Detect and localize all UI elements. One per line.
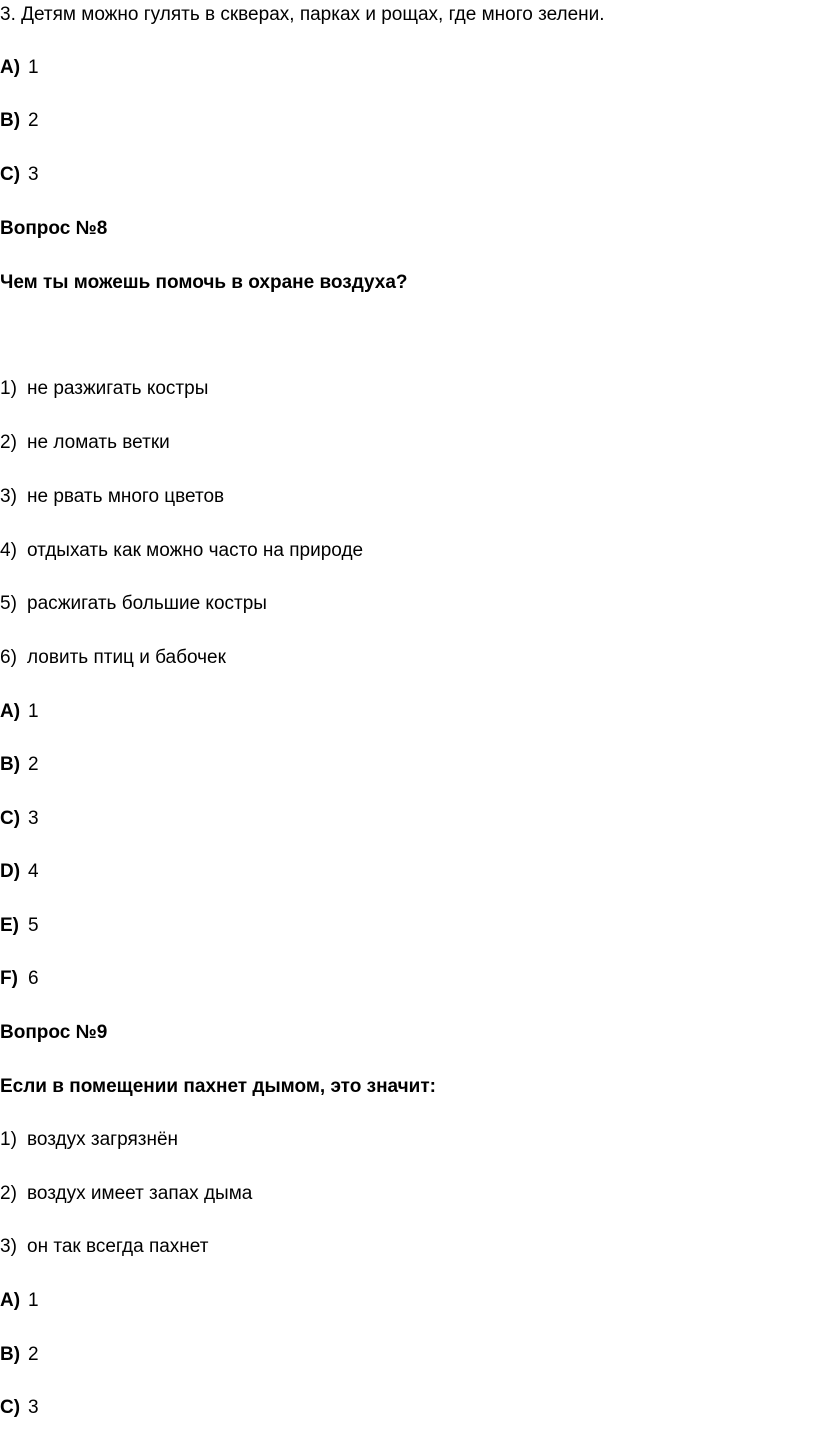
answer-letter: B) [0,1344,21,1365]
option-text: не ломать ветки [27,432,170,453]
answer-value: 1 [28,1290,39,1311]
option-number: 3) [0,486,17,507]
option-text: не разжигать костры [27,378,209,399]
q9-option-2 [0,1181,252,1207]
option-text: расжигать большие костры [27,593,267,614]
answer-letter: B) [0,754,21,775]
q7-answer-b[interactable] [0,108,39,134]
option-number: 2) [0,1183,17,1204]
q8-option-5 [0,591,267,617]
q8-option-2 [0,430,170,456]
option-text: воздух имеет запах дыма [27,1183,253,1204]
q8-answer-e[interactable] [0,913,39,939]
answer-letter: C) [0,808,21,829]
answer-value: 1 [28,57,39,78]
q8-answer-c[interactable] [0,806,39,832]
q8-option-4 [0,538,363,564]
answer-value: 6 [28,968,39,989]
q8-option-1 [0,376,208,402]
answer-value: 2 [28,110,39,131]
q8-heading: Вопрос №8 [0,218,108,239]
q7-answer-a[interactable] [0,55,39,81]
q8-option-3 [0,484,224,510]
option-text: воздух загрязнён [27,1129,179,1150]
answer-letter: D) [0,861,21,882]
q8-option-6 [0,645,226,671]
answer-value: 3 [28,808,39,829]
answer-value: 5 [28,915,39,936]
q9-option-1 [0,1127,178,1153]
option-text: не рвать много цветов [27,486,225,507]
q8-answer-b[interactable] [0,752,39,778]
q9-answer-b[interactable] [0,1342,39,1368]
answer-letter: C) [0,164,21,185]
q8-answer-f[interactable] [0,966,39,992]
option-number: 5) [0,593,17,614]
q7-answer-c[interactable] [0,162,39,188]
answer-letter: A) [0,701,21,722]
q9-option-3 [0,1234,208,1260]
answer-letter: A) [0,57,21,78]
q9-answer-a[interactable] [0,1288,39,1314]
answer-letter: E) [0,915,19,936]
answer-letter: A) [0,1290,21,1311]
q8-answer-a[interactable] [0,699,39,725]
answer-value: 4 [28,861,39,882]
answer-value: 3 [28,164,39,185]
option-number: 1) [0,378,17,399]
option-number: 3) [0,1236,17,1257]
answer-value: 2 [28,1344,39,1365]
answer-letter: C) [0,1397,21,1418]
option-number: 2) [0,432,17,453]
option-text: отдыхать как можно часто на природе [27,540,364,561]
q9-heading: Вопрос №9 [0,1022,108,1043]
q8-question: Чем ты можешь помочь в охране воздуха? [0,272,408,293]
option-number: 1) [0,1129,17,1150]
q8-answer-d[interactable] [0,859,39,885]
option-text: он так всегда пахнет [27,1236,209,1257]
answer-letter: F) [0,968,18,989]
answer-letter: B) [0,110,21,131]
option-number: 6) [0,647,17,668]
option-number: 4) [0,540,17,561]
answer-value: 1 [28,701,39,722]
answer-value: 3 [28,1397,39,1418]
q9-question: Если в помещении пахнет дымом, это значит: [0,1076,436,1097]
q9-answer-c[interactable] [0,1395,39,1421]
q7-option-3: 3. Детям можно гулять в скверах, парках и рощах, где много зелени. [0,4,605,25]
option-text: ловить птиц и бабочек [27,647,226,668]
answer-value: 2 [28,754,39,775]
